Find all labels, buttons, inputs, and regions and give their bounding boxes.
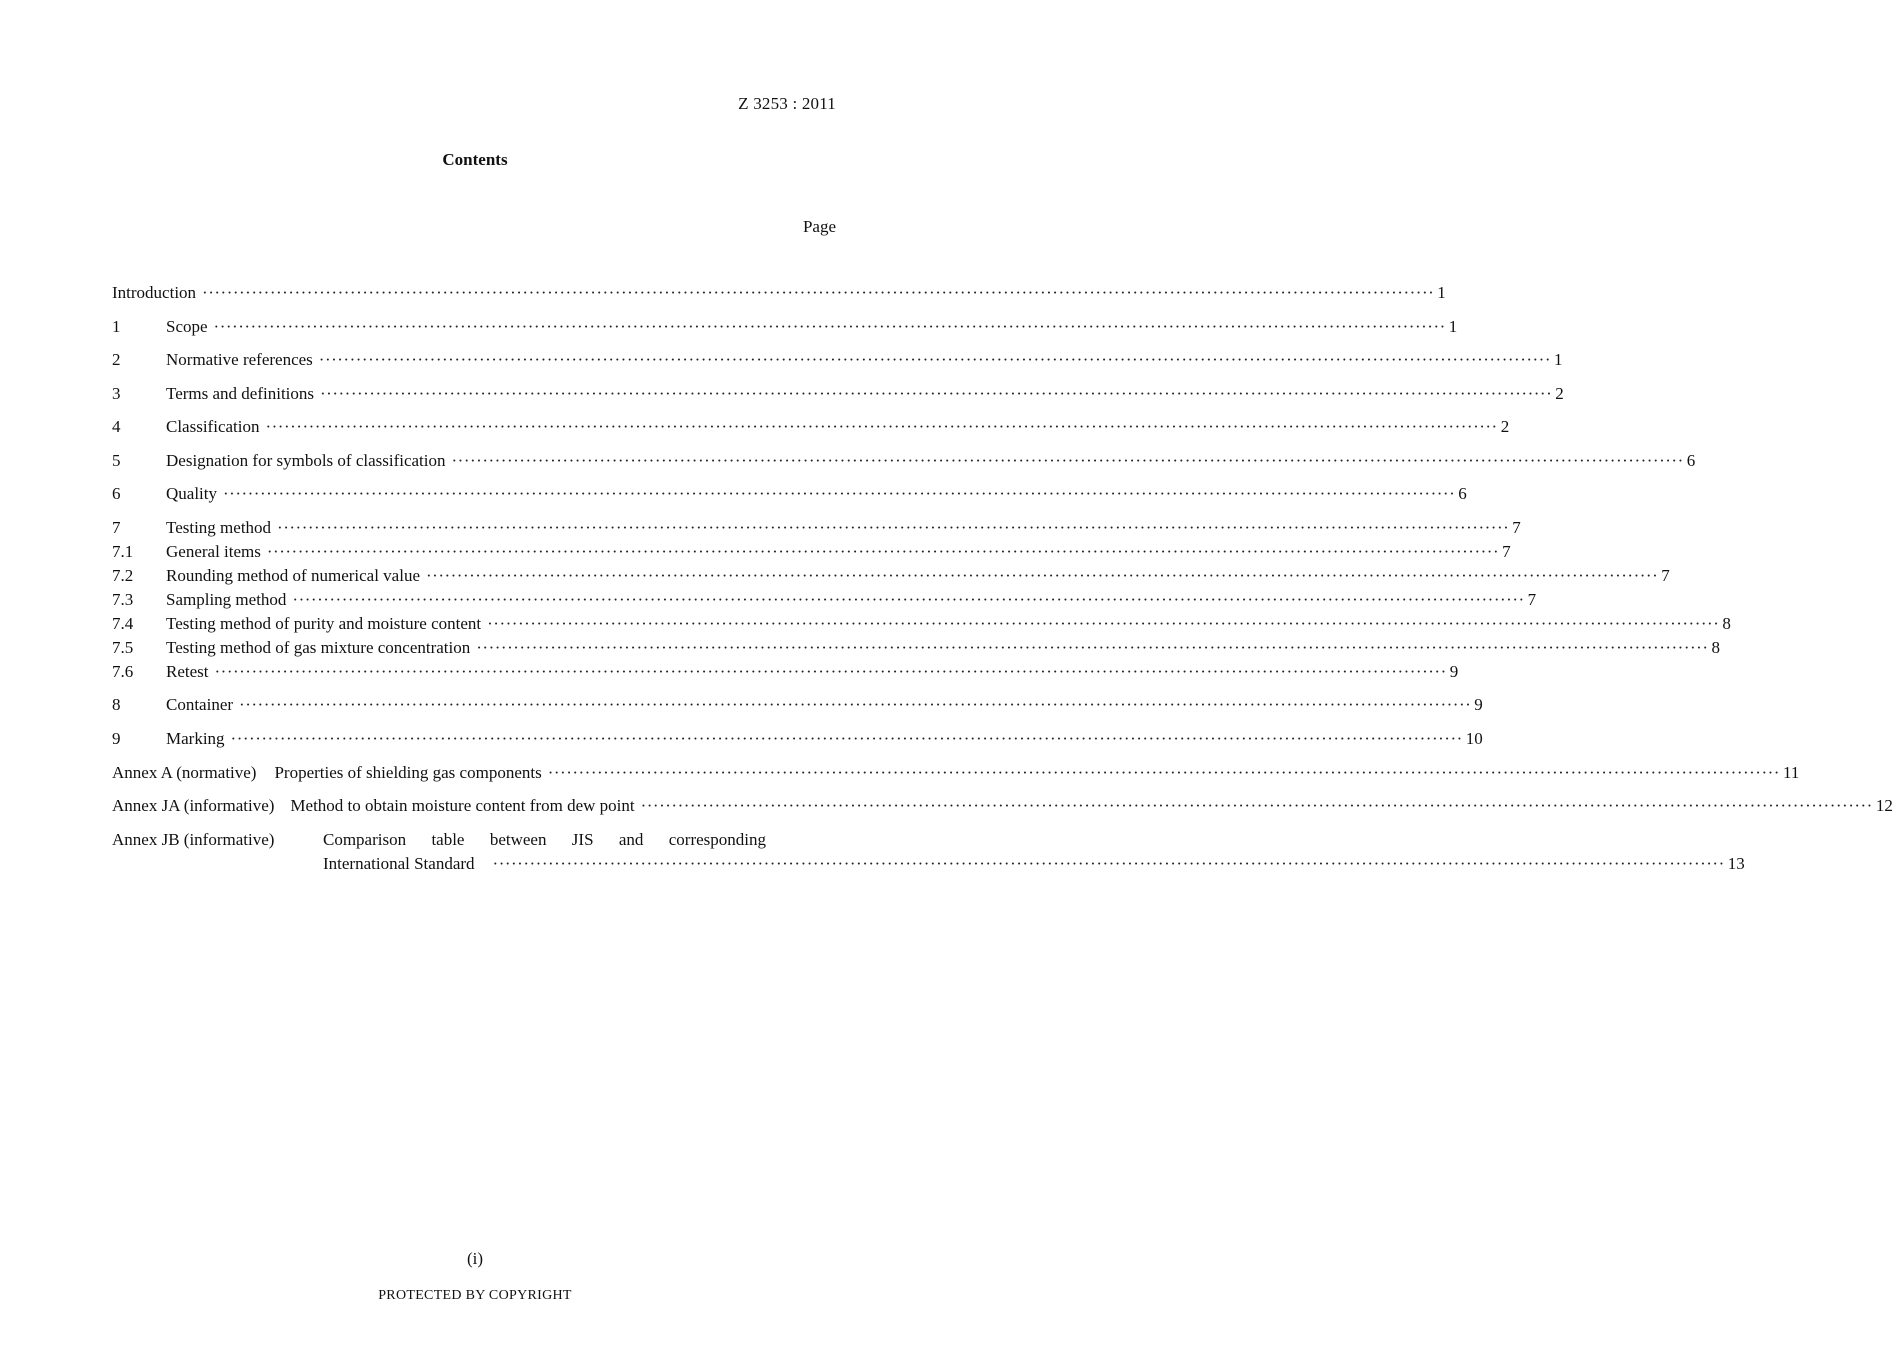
toc-entry-page: 6	[1458, 484, 1467, 503]
toc-entry-title: Testing method	[166, 518, 272, 537]
toc-entry-retest[interactable]	[112, 660, 1459, 684]
toc-entry-classification[interactable]	[112, 415, 1510, 439]
toc-entry-number: 1	[112, 317, 121, 336]
toc-entry-number: 7.5	[112, 638, 134, 657]
toc-entry-number: 8	[112, 695, 121, 714]
toc-entry-title: Designation for symbols of classification	[166, 451, 446, 470]
dot-leader: ········································································································································································································	[230, 729, 1463, 748]
toc-entry-container[interactable]	[112, 693, 1483, 717]
toc-entry-number: 3	[112, 384, 121, 403]
toc-entry-title: Rounding method of numerical value	[166, 566, 420, 585]
toc-entry-number: 7.6	[112, 662, 134, 681]
toc-entry-title: Testing method of purity and moisture content	[166, 614, 482, 633]
toc-entry-scope[interactable]	[112, 315, 1458, 339]
toc-entry-quality[interactable]	[112, 482, 1467, 506]
dot-leader: ········································································································································································································	[265, 417, 1498, 436]
toc-entry-number: 2	[112, 350, 121, 369]
toc-entry-terms-and-definitions[interactable]	[112, 382, 1564, 406]
toc-entry-page: 1	[1448, 317, 1458, 336]
dot-leader: ········································································································································································································	[487, 614, 1720, 633]
toc-entry-title: Normative references	[166, 350, 313, 369]
toc-entry-title: Container	[166, 695, 234, 714]
dot-leader: ········································································································································································································	[547, 763, 1780, 782]
toc-entry-general-items[interactable]	[112, 540, 1511, 564]
dot-leader: ········································································································································································································	[202, 283, 1435, 302]
dot-leader: ········································································································································································································	[476, 638, 1709, 657]
toc-entry-testing-method[interactable]	[112, 516, 1521, 540]
toc-entry-page: 7	[1527, 590, 1537, 609]
toc-entry-title: Retest	[166, 662, 209, 681]
dot-leader: ········································································································································································································	[213, 317, 1446, 336]
annex-page: 13	[1727, 854, 1745, 873]
toc-entry-designation[interactable]	[112, 449, 1696, 473]
toc-entry-number: 7.3	[112, 590, 134, 609]
toc-entry-page: 1	[1437, 283, 1446, 302]
toc-entry-gas-mixture[interactable]	[112, 636, 1720, 660]
toc-entry-title: Introduction	[112, 283, 197, 302]
toc-entry-number: 4	[112, 417, 121, 436]
contents-title: Contents	[442, 150, 508, 169]
toc-entry-page: 6	[1686, 451, 1696, 470]
toc-entry-title: Terms and definitions	[166, 384, 315, 403]
toc-entry-title: General items	[166, 542, 261, 561]
toc-entry-purity-moisture[interactable]	[112, 612, 1731, 636]
toc-entry-introduction[interactable]	[112, 281, 1446, 305]
dot-leader: ········································································································································································································	[451, 451, 1684, 470]
toc-entry-number: 5	[112, 451, 121, 470]
toc-entry-title: Scope	[166, 317, 208, 336]
toc-entry-page: 7	[1502, 542, 1511, 561]
dot-leader: ········································································································································································································	[277, 518, 1510, 537]
toc-entry-title: Classification	[166, 417, 260, 436]
toc-entry-annex-jb-continued[interactable]	[323, 852, 1745, 876]
toc-entry-number: 7	[112, 518, 121, 537]
toc-entry-page: 1	[1554, 350, 1563, 369]
page-column-label: Page	[802, 217, 836, 236]
toc-entry-number: 7.1	[112, 542, 134, 561]
toc-entry-annex-a[interactable]	[112, 761, 1800, 785]
toc-entry-number: 7.2	[112, 566, 134, 585]
toc-entry-title: Marking	[166, 729, 225, 748]
toc-entry-number: 7.4	[112, 614, 134, 633]
toc-entry-title: Testing method of gas mixture concentration	[166, 638, 471, 657]
annex-title: Method to obtain moisture content from dew point	[290, 796, 635, 815]
toc-entry-rounding-method[interactable]	[112, 564, 1670, 588]
toc-entry-title: Quality	[166, 484, 217, 503]
dot-leader: ········································································································································································································	[266, 542, 1500, 561]
toc-entry-page: 10	[1465, 729, 1483, 748]
toc-entry-page: 8	[1711, 638, 1720, 657]
annex-title-line2: International Standard	[323, 854, 475, 873]
toc-entry-page: 8	[1722, 614, 1731, 633]
annex-title-line1: Comparison table between JIS and corresponding	[323, 830, 766, 849]
toc-entry-page: 9	[1449, 662, 1459, 681]
toc-entry-page: 7	[1512, 518, 1521, 537]
annex-page: 11	[1782, 763, 1800, 782]
toc-entry-sampling-method[interactable]	[112, 588, 1537, 612]
toc-entry-title: Sampling method	[166, 590, 287, 609]
dot-leader: ········································································································································································································	[214, 662, 1447, 681]
dot-leader: ········································································································································································································	[426, 566, 1659, 585]
dot-leader: ········································································································································································································	[223, 484, 1456, 503]
dot-leader: ········································································································································································································	[318, 350, 1552, 369]
annex-label: Annex JA (informative)	[112, 796, 275, 815]
toc-entry-page: 2	[1555, 384, 1564, 403]
toc-entry-annex-ja[interactable]	[112, 794, 1893, 818]
annex-title: Properties of shielding gas components	[274, 763, 542, 782]
dot-leader: ········································································································································································································	[492, 854, 1725, 873]
toc-entry-page: 9	[1474, 695, 1483, 714]
annex-label: Annex JB (informative)	[112, 830, 275, 849]
annex-label: Annex A (normative)	[112, 763, 257, 782]
toc-entry-number: 6	[112, 484, 121, 503]
toc-entry-number: 9	[112, 729, 121, 748]
toc-entry-page: 2	[1500, 417, 1510, 436]
roman-page-number: (i)	[466, 1249, 484, 1268]
dot-leader: ········································································································································································································	[239, 695, 1472, 714]
toc-entry-page: 7	[1661, 566, 1670, 585]
annex-page: 12	[1875, 796, 1893, 815]
toc-entry-marking[interactable]	[112, 727, 1483, 751]
toc-entry-normative-references[interactable]	[112, 348, 1563, 372]
copyright-notice: PROTECTED BY COPYRIGHT	[378, 1288, 572, 1303]
dot-leader: ········································································································································································································	[292, 590, 1525, 609]
document-number: Z 3253 : 2011	[738, 94, 836, 113]
dot-leader: ········································································································································································································	[640, 796, 1873, 815]
dot-leader: ········································································································································································································	[320, 384, 1553, 403]
